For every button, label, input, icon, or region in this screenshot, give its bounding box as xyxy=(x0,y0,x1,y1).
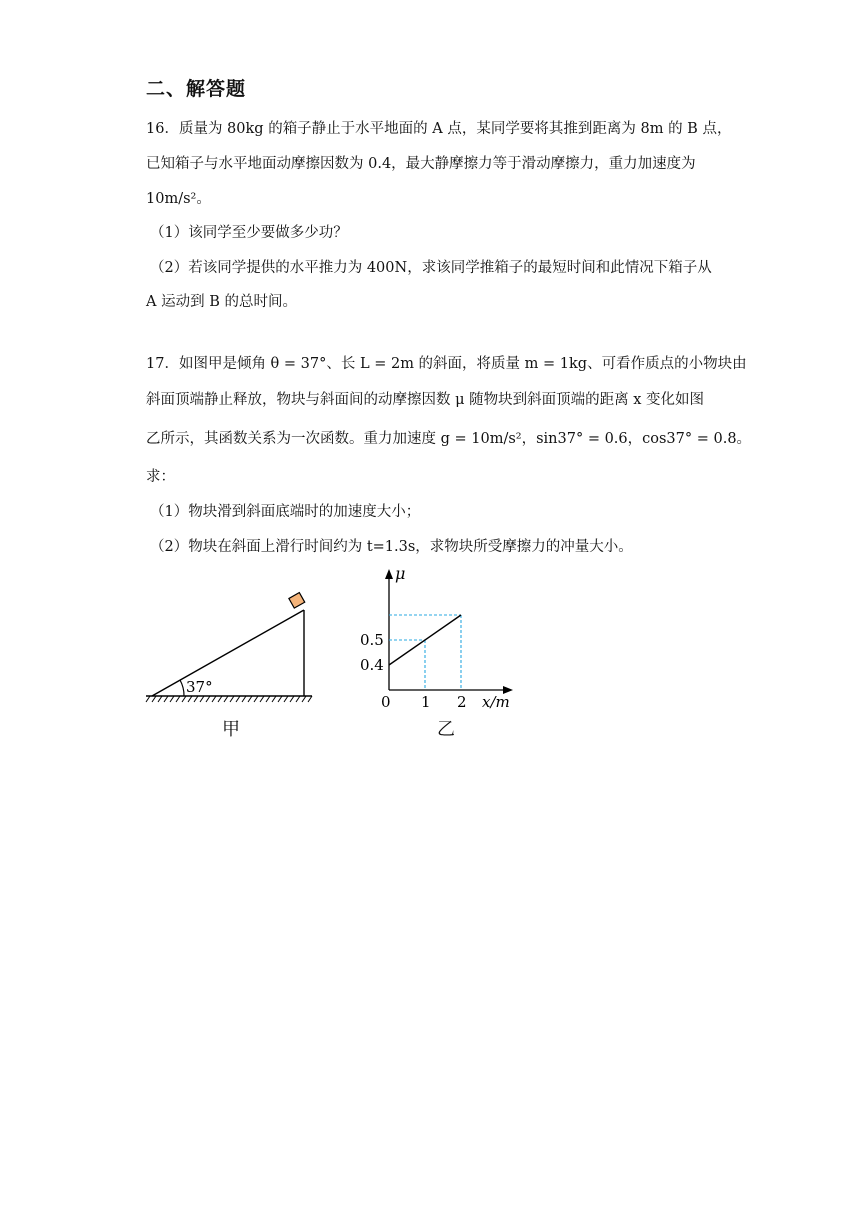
q16-part-2-line-1: （2）若该同学提供的水平推力为 400N，求该同学推箱子的最短时间和此情况下箱子从 xyxy=(150,260,712,276)
figure-yi-graph xyxy=(355,560,530,720)
q16-part-1: （1）该同学至少要做多少功？ xyxy=(150,225,348,241)
angle-label: 37° xyxy=(186,678,213,696)
q17-line-3: 乙所示，其函数关系为一次函数。重力加速度 g = 10m/s²，sin37° = 0.6，cos37° = 0.8。 xyxy=(146,431,752,447)
block xyxy=(289,593,305,608)
q17-line-2: 斜面顶端静止释放，物块与斜面间的动摩擦因数 μ 随物块到斜面顶端的距离 x 变化如图 xyxy=(146,392,705,408)
figure-jia-incline xyxy=(140,590,320,715)
q17-part-2: （2）物块在斜面上滑行时间约为 t=1.3s，求物块所受摩擦力的冲量大小。 xyxy=(150,539,633,555)
q16-line-3: 10m/s²。 xyxy=(146,191,211,207)
y-axis-arrow xyxy=(385,569,393,579)
y-axis-label: μ xyxy=(395,564,406,583)
q16-part-2-line-2: A 运动到 B 的总时间。 xyxy=(146,294,297,310)
y-tick-label-0-4: 0.4 xyxy=(360,656,384,674)
figure-yi-caption: 乙 xyxy=(437,719,455,740)
angle-arc xyxy=(180,680,184,696)
ground-hatching xyxy=(146,696,312,702)
origin-label: 0 xyxy=(381,693,391,711)
q17-line-4: 求： xyxy=(146,469,175,485)
incline-surface xyxy=(152,610,304,696)
q17-line-1: 17．如图甲是倾角 θ = 37°、长 L = 2m 的斜面，将质量 m = 1kg、可看作质点的小物块由 xyxy=(146,356,747,372)
figure-jia-caption: 甲 xyxy=(222,719,240,740)
x-tick-label-1: 1 xyxy=(421,693,431,711)
q16-line-1: 16．质量为 80kg 的箱子静止于水平地面的 A 点，某同学要将其推到距离为 8m 的 B 点， xyxy=(146,121,732,137)
x-tick-label-2: 2 xyxy=(457,693,467,711)
q16-line-2: 已知箱子与水平地面动摩擦因数为 0.4，最大静摩擦力等于滑动摩擦力，重力加速度为 xyxy=(146,156,696,172)
x-axis-label: x/m xyxy=(482,693,510,711)
section-title: 二、解答题 xyxy=(146,78,247,100)
q17-part-1: （1）物块滑到斜面底端时的加速度大小； xyxy=(150,504,421,520)
y-tick-label-0-5: 0.5 xyxy=(360,631,384,649)
